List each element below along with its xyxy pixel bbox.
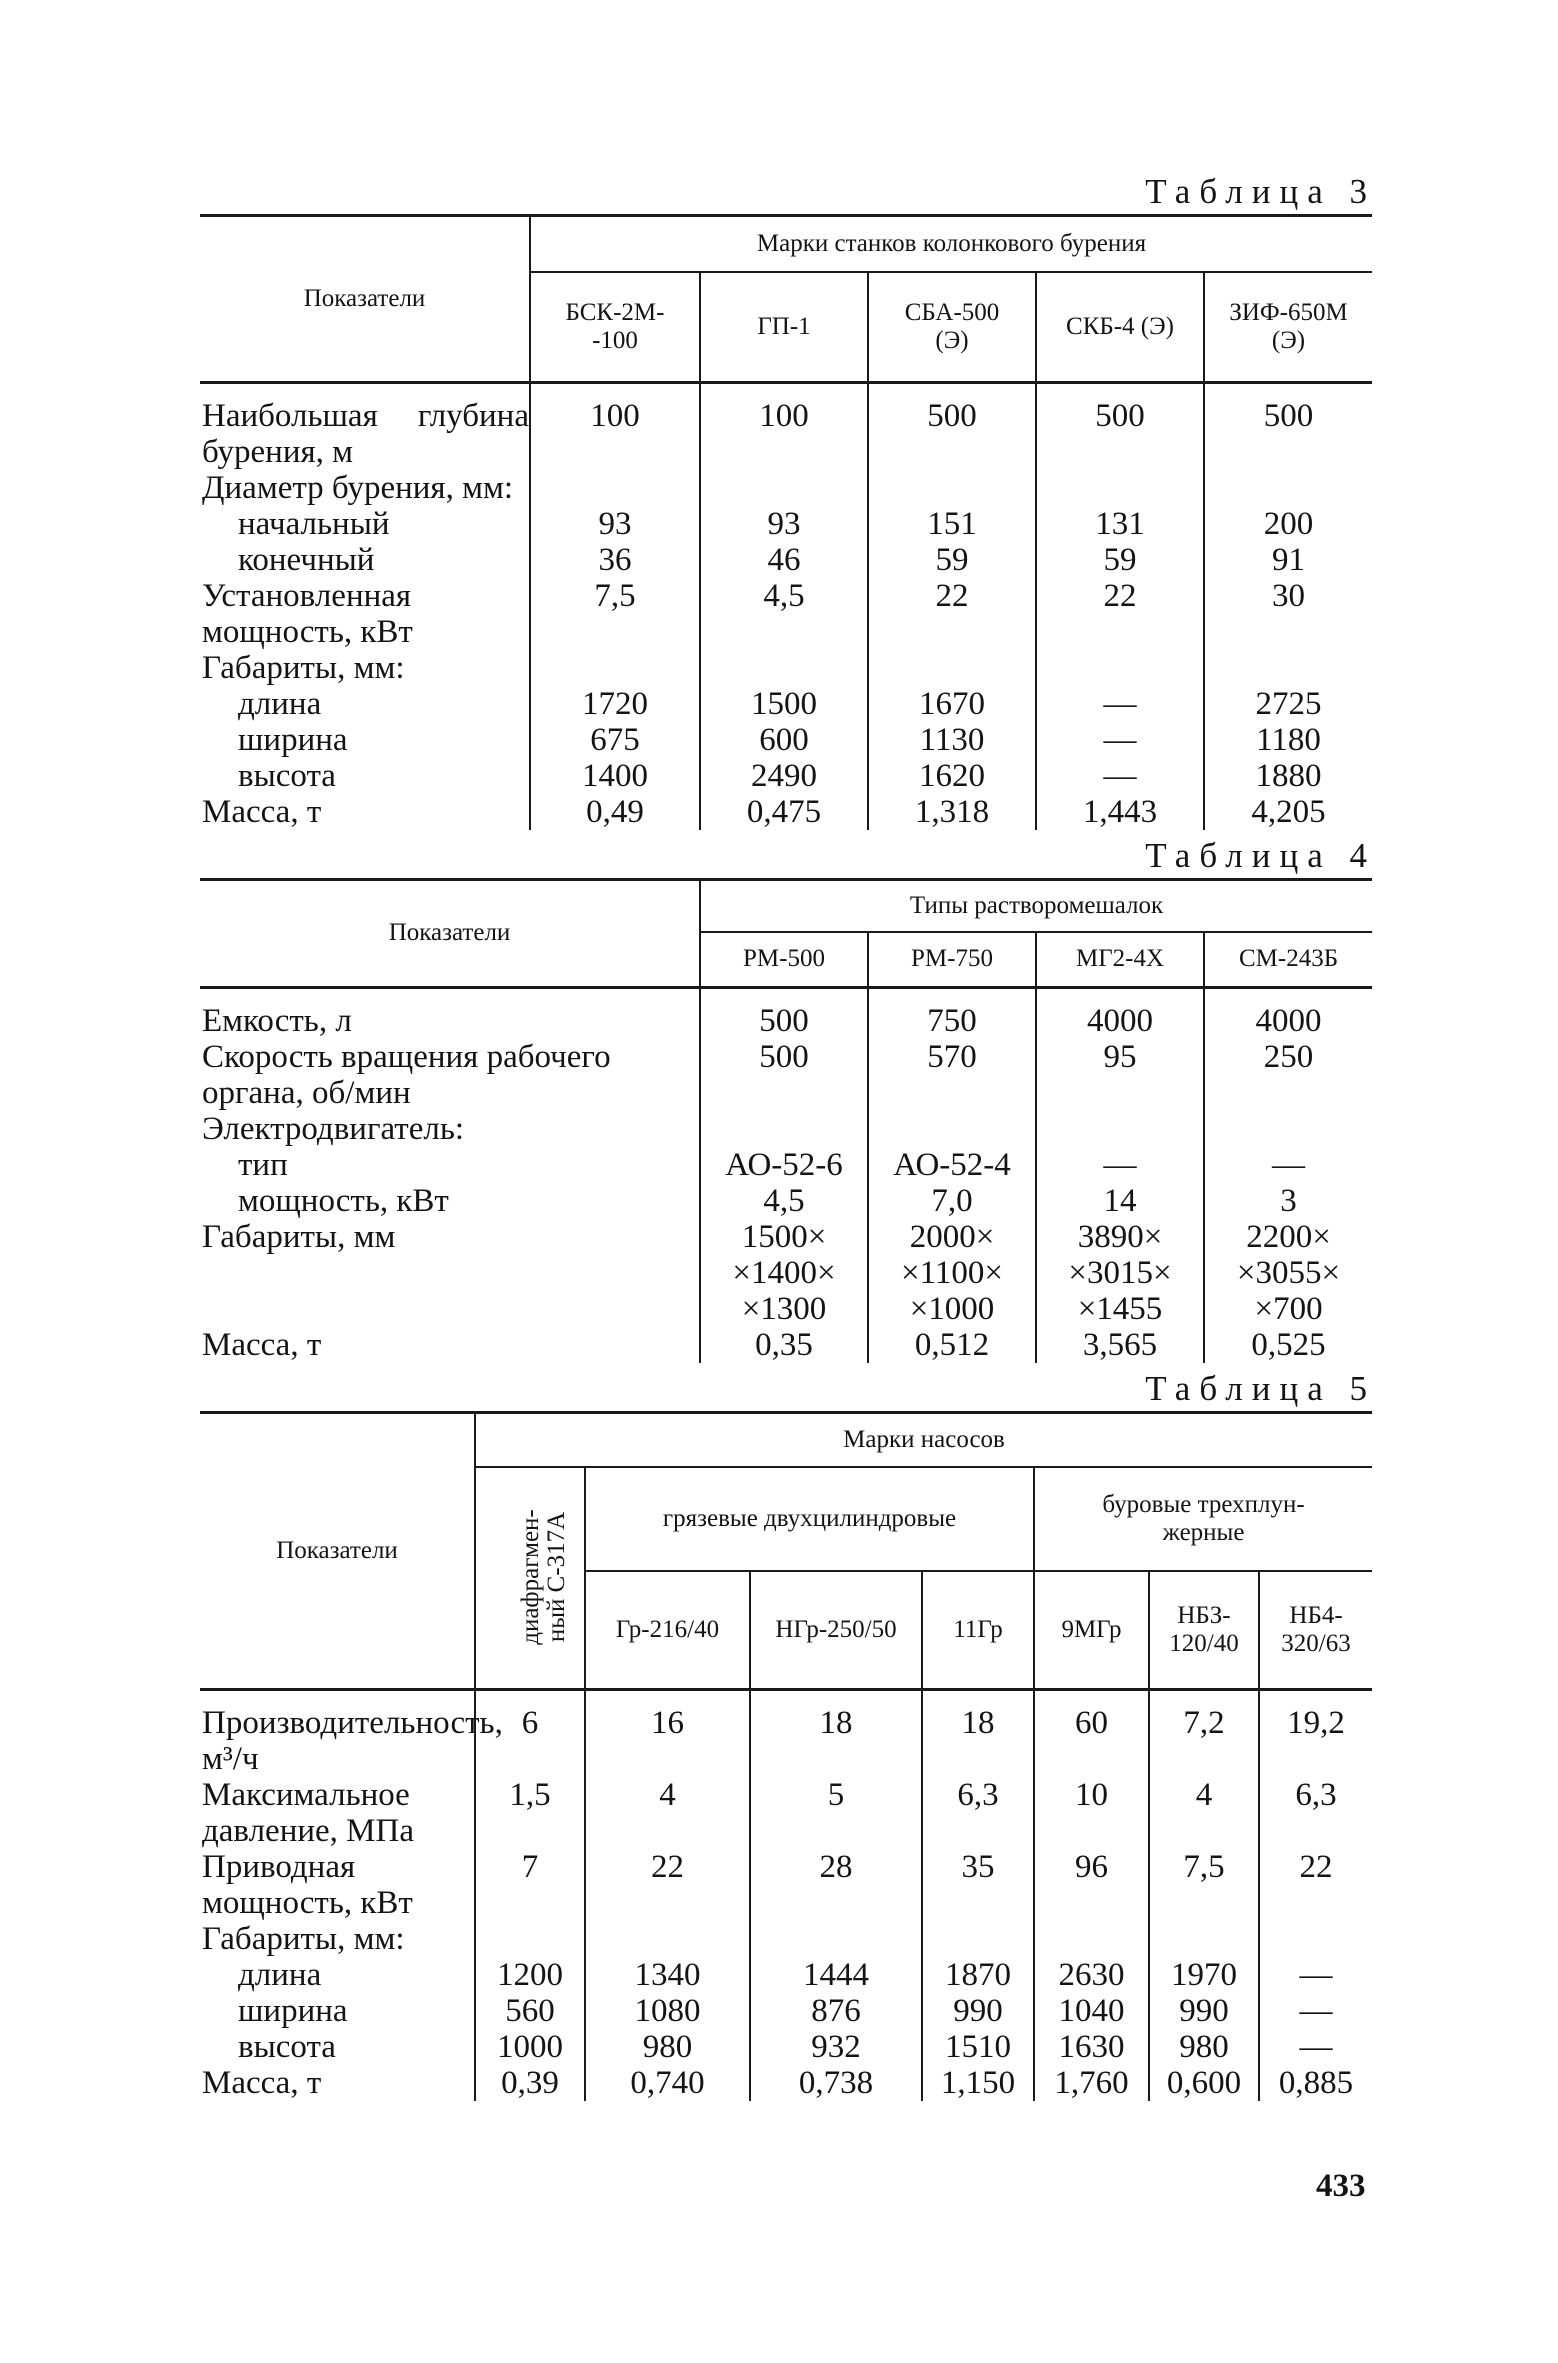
table5-col-header: НГр-250/50 — [750, 1571, 922, 1689]
cell-value: 570 — [868, 1039, 1036, 1111]
table3-col-header: ГП-1 — [700, 272, 868, 382]
cell-value: 22 — [1036, 578, 1204, 650]
cell-value: — — [1036, 686, 1204, 722]
cell-value: — — [1036, 1147, 1204, 1183]
cell-value: 4 — [585, 1777, 750, 1849]
cell-value: 35 — [922, 1849, 1034, 1921]
cell-value: 2630 — [1034, 1957, 1149, 1993]
row-label: начальный — [238, 505, 390, 542]
cell-value — [868, 650, 1036, 686]
table-row — [200, 1993, 1372, 2029]
cell-value: 0,475 — [700, 794, 868, 830]
cell-value — [1259, 1921, 1372, 1957]
cell-value: 4,205 — [1204, 794, 1372, 830]
cell-value: — — [1259, 1993, 1372, 2029]
cell-value: 1444 — [750, 1957, 922, 1993]
cell-value: 100 — [700, 398, 868, 470]
table4 — [200, 878, 1372, 1364]
row-label: мощность, кВт — [238, 1183, 449, 1219]
row-label: ширина — [238, 1992, 348, 2029]
table3-col-header: СКБ-4 (Э) — [1036, 272, 1204, 382]
cell-value: 19,2 — [1259, 1705, 1372, 1777]
cell-value — [1036, 1111, 1204, 1147]
cell-value: 932 — [750, 2029, 922, 2065]
cell-value: 59 — [868, 542, 1036, 578]
table4-col-header: РМ-500 — [700, 932, 868, 988]
cell-value: 46 — [700, 542, 868, 578]
cell-value: 7,0 — [868, 1183, 1036, 1219]
table-row — [200, 1111, 1372, 1147]
table-row — [200, 2029, 1372, 2065]
cell-value: 22 — [868, 578, 1036, 650]
cell-value: 0,740 — [585, 2065, 750, 2101]
table-row — [200, 1039, 1372, 1111]
cell-value: 1500× ×1400× ×1300 — [700, 1219, 868, 1327]
table-row — [200, 2065, 1372, 2101]
cell-value: — — [1204, 1147, 1372, 1183]
table3-caption: Таблица 3 — [1145, 172, 1376, 211]
cell-value: 16 — [585, 1705, 750, 1777]
table5-col-header: 11Гр — [922, 1571, 1034, 1689]
cell-value: 18 — [750, 1705, 922, 1777]
cell-value: 1620 — [868, 758, 1036, 794]
table3-col-header: БСК-2М- -100 — [530, 272, 700, 382]
cell-value — [530, 470, 700, 506]
row-label: тип — [238, 1147, 288, 1183]
cell-value: 990 — [922, 1993, 1034, 2029]
cell-value: — — [1259, 2029, 1372, 2065]
table-row — [200, 758, 1372, 794]
cell-value: 1130 — [868, 722, 1036, 758]
cell-value: — — [1036, 758, 1204, 794]
cell-value: 7,2 — [1149, 1705, 1259, 1777]
table-row — [200, 578, 1372, 650]
table-row — [200, 1327, 1372, 1363]
table-row — [200, 470, 1372, 506]
table3 — [200, 214, 1372, 830]
cell-value: 3,565 — [1036, 1327, 1204, 1363]
cell-value: 980 — [1149, 2029, 1259, 2065]
table3-group-header: Марки станков колонкового бурения — [530, 216, 1372, 273]
table3-col-header: СБА-500 (Э) — [868, 272, 1036, 382]
cell-value: 4000 — [1204, 1003, 1372, 1039]
cell-value: 7,5 — [1149, 1849, 1259, 1921]
cell-value: 6,3 — [922, 1777, 1034, 1849]
cell-value: 1630 — [1034, 2029, 1149, 2065]
table5-caption: Таблица 5 — [1145, 1369, 1376, 1408]
cell-value: 675 — [530, 722, 700, 758]
cell-value: 0,49 — [530, 794, 700, 830]
table3-col-header: ЗИФ-650М (Э) — [1204, 272, 1372, 382]
table5-col-header: Гр-216/40 — [585, 1571, 750, 1689]
row-label: Наибольшая глубина бурения, м — [202, 397, 529, 470]
cell-value: 2490 — [700, 758, 868, 794]
cell-value: 1510 — [922, 2029, 1034, 2065]
cell-value: 1880 — [1204, 758, 1372, 794]
table5-subgroup1: грязевые двухцилиндровые — [585, 1467, 1034, 1571]
cell-value — [700, 470, 868, 506]
cell-value: 1670 — [868, 686, 1036, 722]
cell-value: 1,760 — [1034, 2065, 1149, 2101]
cell-value: 1970 — [1149, 1957, 1259, 1993]
cell-value: 600 — [700, 722, 868, 758]
row-label: Производительность, м³/ч — [202, 1704, 503, 1777]
table4-col-header: РМ-750 — [868, 932, 1036, 988]
cell-value: 96 — [1034, 1849, 1149, 1921]
cell-value: 0,39 — [475, 2065, 585, 2101]
cell-value — [868, 1111, 1036, 1147]
table5-vertical-header — [475, 1467, 585, 1689]
row-label: Масса, т — [202, 793, 322, 830]
cell-value — [585, 1921, 750, 1957]
cell-value: 560 — [475, 1993, 585, 2029]
cell-value: 500 — [1036, 398, 1204, 470]
table5-group-header: Марки насосов — [475, 1413, 1372, 1468]
page — [200, 170, 1376, 2101]
row-label: длина — [238, 685, 322, 722]
cell-value: 1200 — [475, 1957, 585, 1993]
table-row — [200, 1849, 1372, 1921]
table3-stub-header: Показатели — [200, 216, 530, 383]
cell-value: 93 — [530, 506, 700, 542]
cell-value: 1080 — [585, 1993, 750, 2029]
cell-value — [1204, 650, 1372, 686]
cell-value: 4 — [1149, 1777, 1259, 1849]
cell-value: 18 — [922, 1705, 1034, 1777]
cell-value — [1204, 1111, 1372, 1147]
cell-value: 22 — [1259, 1849, 1372, 1921]
cell-value: 0,738 — [750, 2065, 922, 2101]
row-label: Габариты, мм: — [202, 649, 405, 686]
cell-value: 990 — [1149, 1993, 1259, 2029]
row-label: высота — [238, 757, 336, 794]
vertical-header-text: диафрагмен- ный С-317А — [516, 1509, 570, 1646]
row-label: длина — [238, 1956, 322, 1993]
cell-value: 1180 — [1204, 722, 1372, 758]
cell-value: 151 — [868, 506, 1036, 542]
cell-value: 6 — [475, 1705, 585, 1777]
table4-col-header: СМ-243Б — [1204, 932, 1372, 988]
row-label: Диаметр бурения, мм: — [202, 469, 514, 506]
cell-value: 4,5 — [700, 1183, 868, 1219]
cell-value: 95 — [1036, 1039, 1204, 1111]
cell-value — [1204, 470, 1372, 506]
cell-value: — — [1259, 1957, 1372, 1993]
cell-value: 980 — [585, 2029, 750, 2065]
cell-value: 500 — [700, 1039, 868, 1111]
row-label: Скорость вращения рабочего органа, об/мин — [202, 1039, 611, 1111]
cell-value — [1149, 1921, 1259, 1957]
table-row — [200, 722, 1372, 758]
cell-value: 1,5 — [475, 1777, 585, 1849]
row-label: высота — [238, 2028, 336, 2065]
table5-col-header: 9МГр — [1034, 1571, 1149, 1689]
cell-value: 10 — [1034, 1777, 1149, 1849]
cell-value: 0,525 — [1204, 1327, 1372, 1363]
cell-value: АО-52-4 — [868, 1147, 1036, 1183]
cell-value: 14 — [1036, 1183, 1204, 1219]
table-row — [200, 398, 1372, 470]
table-row — [200, 1957, 1372, 1993]
cell-value: 22 — [585, 1849, 750, 1921]
row-label: Емкость, л — [202, 1003, 352, 1039]
cell-value: 7,5 — [530, 578, 700, 650]
cell-value — [1034, 1921, 1149, 1957]
table-row — [200, 542, 1372, 578]
page-number: 433 — [1316, 2168, 1366, 2204]
cell-value: 28 — [750, 1849, 922, 1921]
cell-value: 1,443 — [1036, 794, 1204, 830]
cell-value: 100 — [530, 398, 700, 470]
table-row — [200, 1003, 1372, 1039]
cell-value: — — [1036, 722, 1204, 758]
cell-value — [868, 470, 1036, 506]
cell-value: 0,885 — [1259, 2065, 1372, 2101]
cell-value: 30 — [1204, 578, 1372, 650]
cell-value: 500 — [1204, 398, 1372, 470]
table5 — [200, 1411, 1372, 2101]
table-row — [200, 1777, 1372, 1849]
cell-value — [1036, 470, 1204, 506]
cell-value: 876 — [750, 1993, 922, 2029]
cell-value — [475, 1921, 585, 1957]
cell-value: 1500 — [700, 686, 868, 722]
table-row — [200, 1921, 1372, 1957]
table4-group-header: Типы растворомешалок — [700, 879, 1372, 932]
row-label: Масса, т — [202, 1327, 322, 1363]
table5-stub-header: Показатели — [200, 1413, 475, 1690]
cell-value: 0,600 — [1149, 2065, 1259, 2101]
cell-value: 93 — [700, 506, 868, 542]
table5-col-header: НБЗ- 120/40 — [1149, 1571, 1259, 1689]
cell-value: 1720 — [530, 686, 700, 722]
cell-value: 2725 — [1204, 686, 1372, 722]
cell-value: 0,35 — [700, 1327, 868, 1363]
table-row — [200, 1705, 1372, 1777]
cell-value — [750, 1921, 922, 1957]
cell-value: 1,318 — [868, 794, 1036, 830]
cell-value: 2200× ×3055× ×700 — [1204, 1219, 1372, 1327]
cell-value — [700, 1111, 868, 1147]
cell-value: 1400 — [530, 758, 700, 794]
cell-value: 500 — [868, 398, 1036, 470]
row-label: конечный — [238, 541, 375, 578]
table4-col-header: МГ2-4Х — [1036, 932, 1204, 988]
row-label: Масса, т — [202, 2064, 322, 2101]
cell-value: 60 — [1034, 1705, 1149, 1777]
cell-value: 59 — [1036, 542, 1204, 578]
row-label: Электродвигатель: — [202, 1111, 465, 1147]
table5-col-header: НБ4- 320/63 — [1259, 1571, 1372, 1689]
cell-value: 1040 — [1034, 1993, 1149, 2029]
cell-value — [1036, 650, 1204, 686]
row-label: Максимальное давление, МПа — [202, 1776, 414, 1849]
row-label: Приводная мощность, кВт — [202, 1848, 413, 1921]
cell-value: 1870 — [922, 1957, 1034, 1993]
cell-value: 250 — [1204, 1039, 1372, 1111]
cell-value — [922, 1921, 1034, 1957]
table-row — [200, 506, 1372, 542]
cell-value: 3890× ×3015× ×1455 — [1036, 1219, 1204, 1327]
cell-value — [700, 650, 868, 686]
table5-subgroup2: буровые трехплун- жерные — [1034, 1467, 1372, 1571]
table-row — [200, 650, 1372, 686]
cell-value: 1,150 — [922, 2065, 1034, 2101]
cell-value: 200 — [1204, 506, 1372, 542]
table-row — [200, 794, 1372, 830]
row-label: Установленная мощность, кВт — [202, 577, 413, 650]
table-row — [200, 1147, 1372, 1183]
table-row — [200, 1183, 1372, 1219]
table-row — [200, 686, 1372, 722]
cell-value: 6,3 — [1259, 1777, 1372, 1849]
cell-value — [530, 650, 700, 686]
cell-value: АО-52-6 — [700, 1147, 868, 1183]
table4-caption: Таблица 4 — [1145, 835, 1376, 875]
cell-value: 0,512 — [868, 1327, 1036, 1363]
cell-value: 1340 — [585, 1957, 750, 1993]
cell-value: 36 — [530, 542, 700, 578]
table-row — [200, 1219, 1372, 1327]
cell-value: 2000× ×1100× ×1000 — [868, 1219, 1036, 1327]
cell-value: 1000 — [475, 2029, 585, 2065]
cell-value: 4,5 — [700, 578, 868, 650]
table4-stub-header: Показатели — [200, 879, 700, 988]
cell-value: 4000 — [1036, 1003, 1204, 1039]
cell-value: 131 — [1036, 506, 1204, 542]
cell-value: 91 — [1204, 542, 1372, 578]
row-label: Габариты, мм: — [202, 1920, 405, 1957]
row-label: ширина — [238, 721, 348, 758]
row-label: Габариты, мм — [202, 1219, 396, 1255]
cell-value: 500 — [700, 1003, 868, 1039]
cell-value: 3 — [1204, 1183, 1372, 1219]
cell-value: 7 — [475, 1849, 585, 1921]
cell-value: 750 — [868, 1003, 1036, 1039]
cell-value: 5 — [750, 1777, 922, 1849]
